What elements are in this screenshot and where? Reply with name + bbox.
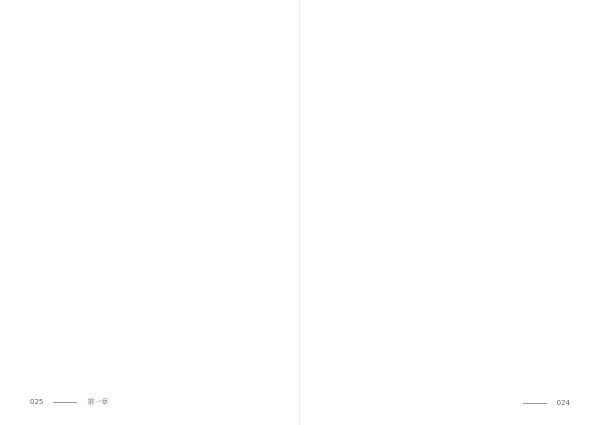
footer-rule: [523, 403, 547, 404]
footer-rule: [53, 402, 77, 403]
page-number: 024: [556, 399, 570, 407]
right-footer: [513, 399, 570, 407]
right-page: [300, 0, 600, 425]
left-page-text: [30, 38, 265, 368]
left-footer: [30, 397, 108, 407]
page-number: 025: [30, 398, 44, 406]
right-page-text: [334, 38, 569, 368]
running-head: 第一章: [87, 398, 109, 406]
